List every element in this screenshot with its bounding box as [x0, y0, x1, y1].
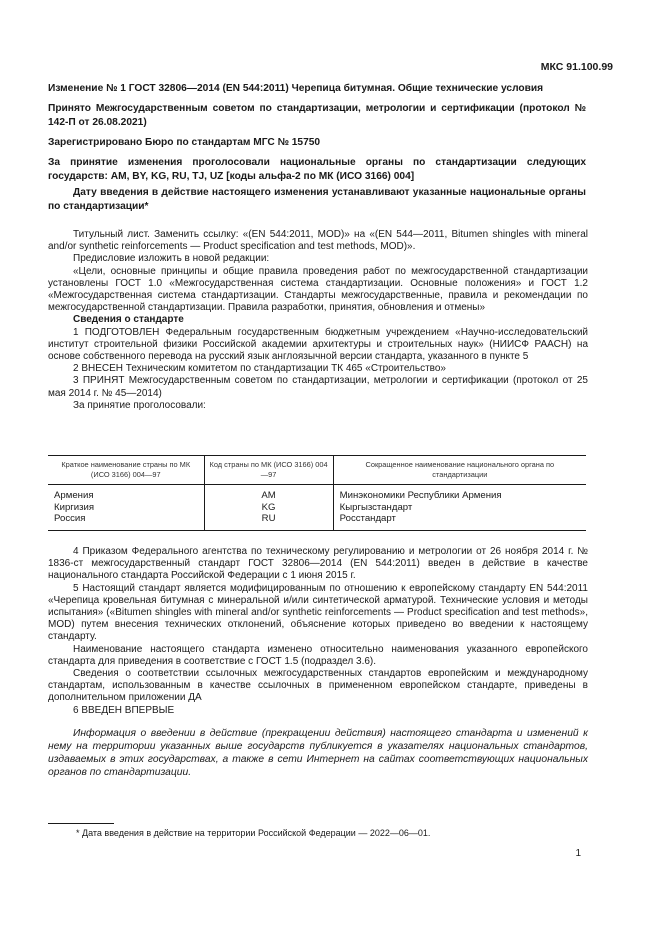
paragraph: Сведения о соответствии ссылочных межгосударственных стандартов европейским и международному стандартам, использованным в качестве ссылочных в примененном европейском стандарте, приведены в дополнительном приложении ДА — [48, 668, 588, 704]
classification-code: МКС 91.100.99 — [540, 61, 613, 73]
section-heading: Сведения о стандарте — [73, 314, 184, 326]
paragraph: Предисловие изложить в новой редакции: — [73, 253, 270, 265]
table-header-code: Код страны по МК (ИСО 3166) 004—97 — [204, 456, 333, 485]
paragraph: Титульный лист. Заменить ссылку: «(EN 544:2011, MOD)» на «(EN 544—2011, Bitumen shingles with mineral and/or synthetic reinforcements — Product specification and test methods, MOD)». — [48, 229, 588, 253]
table-cell-countries: Армения Киргизия Россия — [48, 485, 204, 531]
paragraph: За принятие проголосовали: — [73, 399, 206, 411]
body-section-2 — [48, 546, 588, 780]
paragraph: «Цели, основные принципы и общие правила проведения работ по межгосударственной стандартизации установлены ГОСТ 1.0 «Межгосударственная система стандартизации. Основные положения» и ГОСТ 1.2 «Межгосударственная система стандартизации. Стандарты межгосударственные, правила и рекомендации по межгосударственной стандартизации. Правила разработки, принятия, обновления и отмены» — [48, 265, 588, 314]
page-number: 1 — [575, 848, 581, 859]
paragraph: Наименование настоящего стандарта изменено относительно наименования указанного европейского стандарта для приведения в соответствие с ГОСТ 1.5 (подраздел 3.6). — [48, 643, 588, 667]
table-cell-codes: AM KG RU — [204, 485, 333, 531]
table-header-body: Сокращенное наименование национального органа по стандартизации — [333, 456, 586, 485]
effective-date-statement: Дату введения в действие настоящего изменения устанавливают указанные национальные органы по стандартизации* — [48, 187, 586, 212]
voting-table — [48, 455, 586, 531]
paragraph: 6 ВВЕДЕН ВПЕРВЫЕ — [73, 704, 175, 716]
body-section-1 — [48, 229, 588, 412]
footnote-divider — [48, 823, 114, 824]
table-row — [48, 485, 586, 531]
table-header-country: Краткое наименование страны по МК (ИСО 3166) 004—97 — [48, 456, 204, 485]
paragraph: 1 ПОДГОТОВЛЕН Федеральным государственным бюджетным учреждением «Научно-исследовательский институт строительной физики Российской академии архитектуры и строительных наук» (НИИСФ РААСН) на основе собственного перевода на русский язык англоязычной версии стандарта, указанного в пункте 5 — [48, 326, 588, 363]
voting-statement: За принятие изменения проголосовали национальные органы по стандартизации следующих государств: AM, BY, KG, RU, TJ, UZ [коды альфа-2 по МК (ИСО 3166) 004] — [48, 157, 586, 182]
paragraph: 2 ВНЕСЕН Техническим комитетом по стандартизации ТК 465 «Строительство» — [73, 363, 446, 375]
info-note: Информация о введении в действие (прекращении действия) настоящего стандарта и изменений к нему на территории указанных выше государств публикуется в указателях национальных стандартов, издаваемых в этих государствах, а также в сети Интернет на сайтах соответствующих национальных органов по стандартизации. — [48, 727, 588, 779]
paragraph: 3 ПРИНЯТ Межгосударственным советом по стандартизации, метрологии и сертификации (протокол от 25 мая 2014 г. № 45—2014) — [48, 375, 588, 399]
adoption-statement: Принято Межгосударственным советом по стандартизации, метрологии и сертификации (протокол № 142-П от 26.08.2021) — [48, 103, 586, 128]
registration-statement: Зарегистрировано Бюро по стандартам МГС № 15750 — [48, 137, 321, 148]
paragraph: 4 Приказом Федерального агентства по техническому регулированию и метрологии от 26 ноября 2014 г. № 1836-ст межгосударственный стандарт ГОСТ 32806—2014 (EN 544:2011) введен в действие в качестве национального стандарта Российской Федерации с 1 июня 2015 г. — [48, 546, 588, 582]
footnote: * Дата введения в действие на территории Российской Федерации — 2022—06—01. — [76, 828, 431, 838]
paragraph: 5 Настоящий стандарт является модифицированным по отношению к европейскому стандарту EN 544:2011 «Черепица кровельная битумная с минеральной и/или синтетической арматурой. Технические условия и методы испытания» («Bitumen shingles with mineral and/or synthetic reinforcements — Product specification and test methods», MOD) путем внесения технических отклонений, объяснение которых приведено во введении к настоящему стандарту. — [48, 582, 588, 643]
table-cell-bodies: Минэкономики Республики Армения Кыргызстандарт Росстандарт — [333, 485, 586, 531]
amendment-title: Изменение № 1 ГОСТ 32806—2014 (EN 544:2011) Черепица битумная. Общие технические условия — [48, 83, 544, 94]
